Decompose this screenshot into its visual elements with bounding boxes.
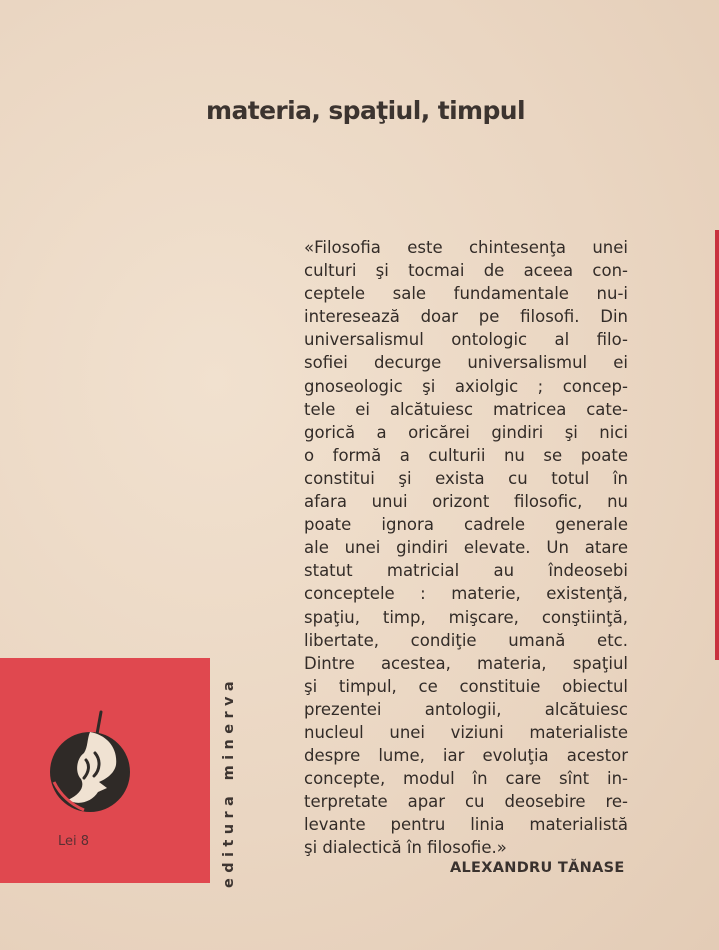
blurb-line: constitui şi exista cu totul în bbox=[304, 468, 628, 488]
blurb-line: terpretate apar cu deosebire re- bbox=[304, 792, 628, 812]
blurb-line: şi timpul, ce constituie obiectul bbox=[304, 676, 628, 696]
blurb-line: conceptele : materie, existenţă, bbox=[304, 584, 628, 604]
blurb-line: levante pentru linia materialistă bbox=[304, 815, 628, 835]
blurb-line: interesează doar pe filosofi. Din bbox=[304, 307, 628, 327]
blurb-line: poate ignora cadrele generale bbox=[304, 515, 628, 535]
blurb-line: o formă a culturii nu se poate bbox=[304, 445, 628, 465]
price-label: Lei 8 bbox=[58, 834, 90, 849]
blurb-line: ale unei gindiri elevate. Un atare bbox=[304, 538, 628, 558]
book-title: materia, spaţiul, timpul bbox=[206, 96, 525, 125]
blurb-line: şi dialectică în filosofie.» bbox=[304, 838, 507, 858]
author-name: ALEXANDRU TĂNASE bbox=[450, 860, 625, 876]
blurb-line: sofiei decurge universalismul ei bbox=[304, 353, 628, 373]
blurb-line: libertate, condiţie umană etc. bbox=[304, 630, 628, 650]
blurb-line: gorică a oricărei gindiri şi nici bbox=[304, 422, 628, 442]
blurb-line: statut matricial au îndeosebi bbox=[304, 561, 628, 581]
blurb-line: gnoseologic şi axiolgic ; concep- bbox=[304, 376, 628, 396]
publisher-name: editura minerva bbox=[221, 675, 237, 888]
minerva-profile-logo-icon bbox=[44, 708, 140, 818]
back-cover-blurb bbox=[304, 236, 628, 860]
blurb-line: Dintre acestea, materia, spaţiul bbox=[304, 653, 628, 673]
blurb-line: tele ei alcătuiesc matricea cate- bbox=[304, 399, 628, 419]
blurb-line: universalismul ontologic al filo- bbox=[304, 330, 628, 350]
blurb-line: «Filosofia este chintesenţa unei bbox=[304, 238, 628, 257]
blurb-line: despre lume, iar evoluţia acestor bbox=[304, 746, 628, 766]
blurb-line: spaţiu, timp, mişcare, conştiinţă, bbox=[304, 607, 628, 627]
blurb-line: nucleul unei viziuni materialiste bbox=[304, 722, 628, 742]
blurb-line: ceptele sale fundamentale nu-i bbox=[304, 284, 628, 304]
blurb-line: culturi şi tocmai de aceea con- bbox=[304, 261, 628, 281]
blurb-line: afara unui orizont filosofic, nu bbox=[304, 492, 628, 512]
blurb-line: prezentei antologii, alcătuiesc bbox=[304, 699, 628, 719]
red-edge-strip bbox=[715, 230, 719, 660]
blurb-line: concepte, modul în care sînt in- bbox=[304, 769, 628, 789]
